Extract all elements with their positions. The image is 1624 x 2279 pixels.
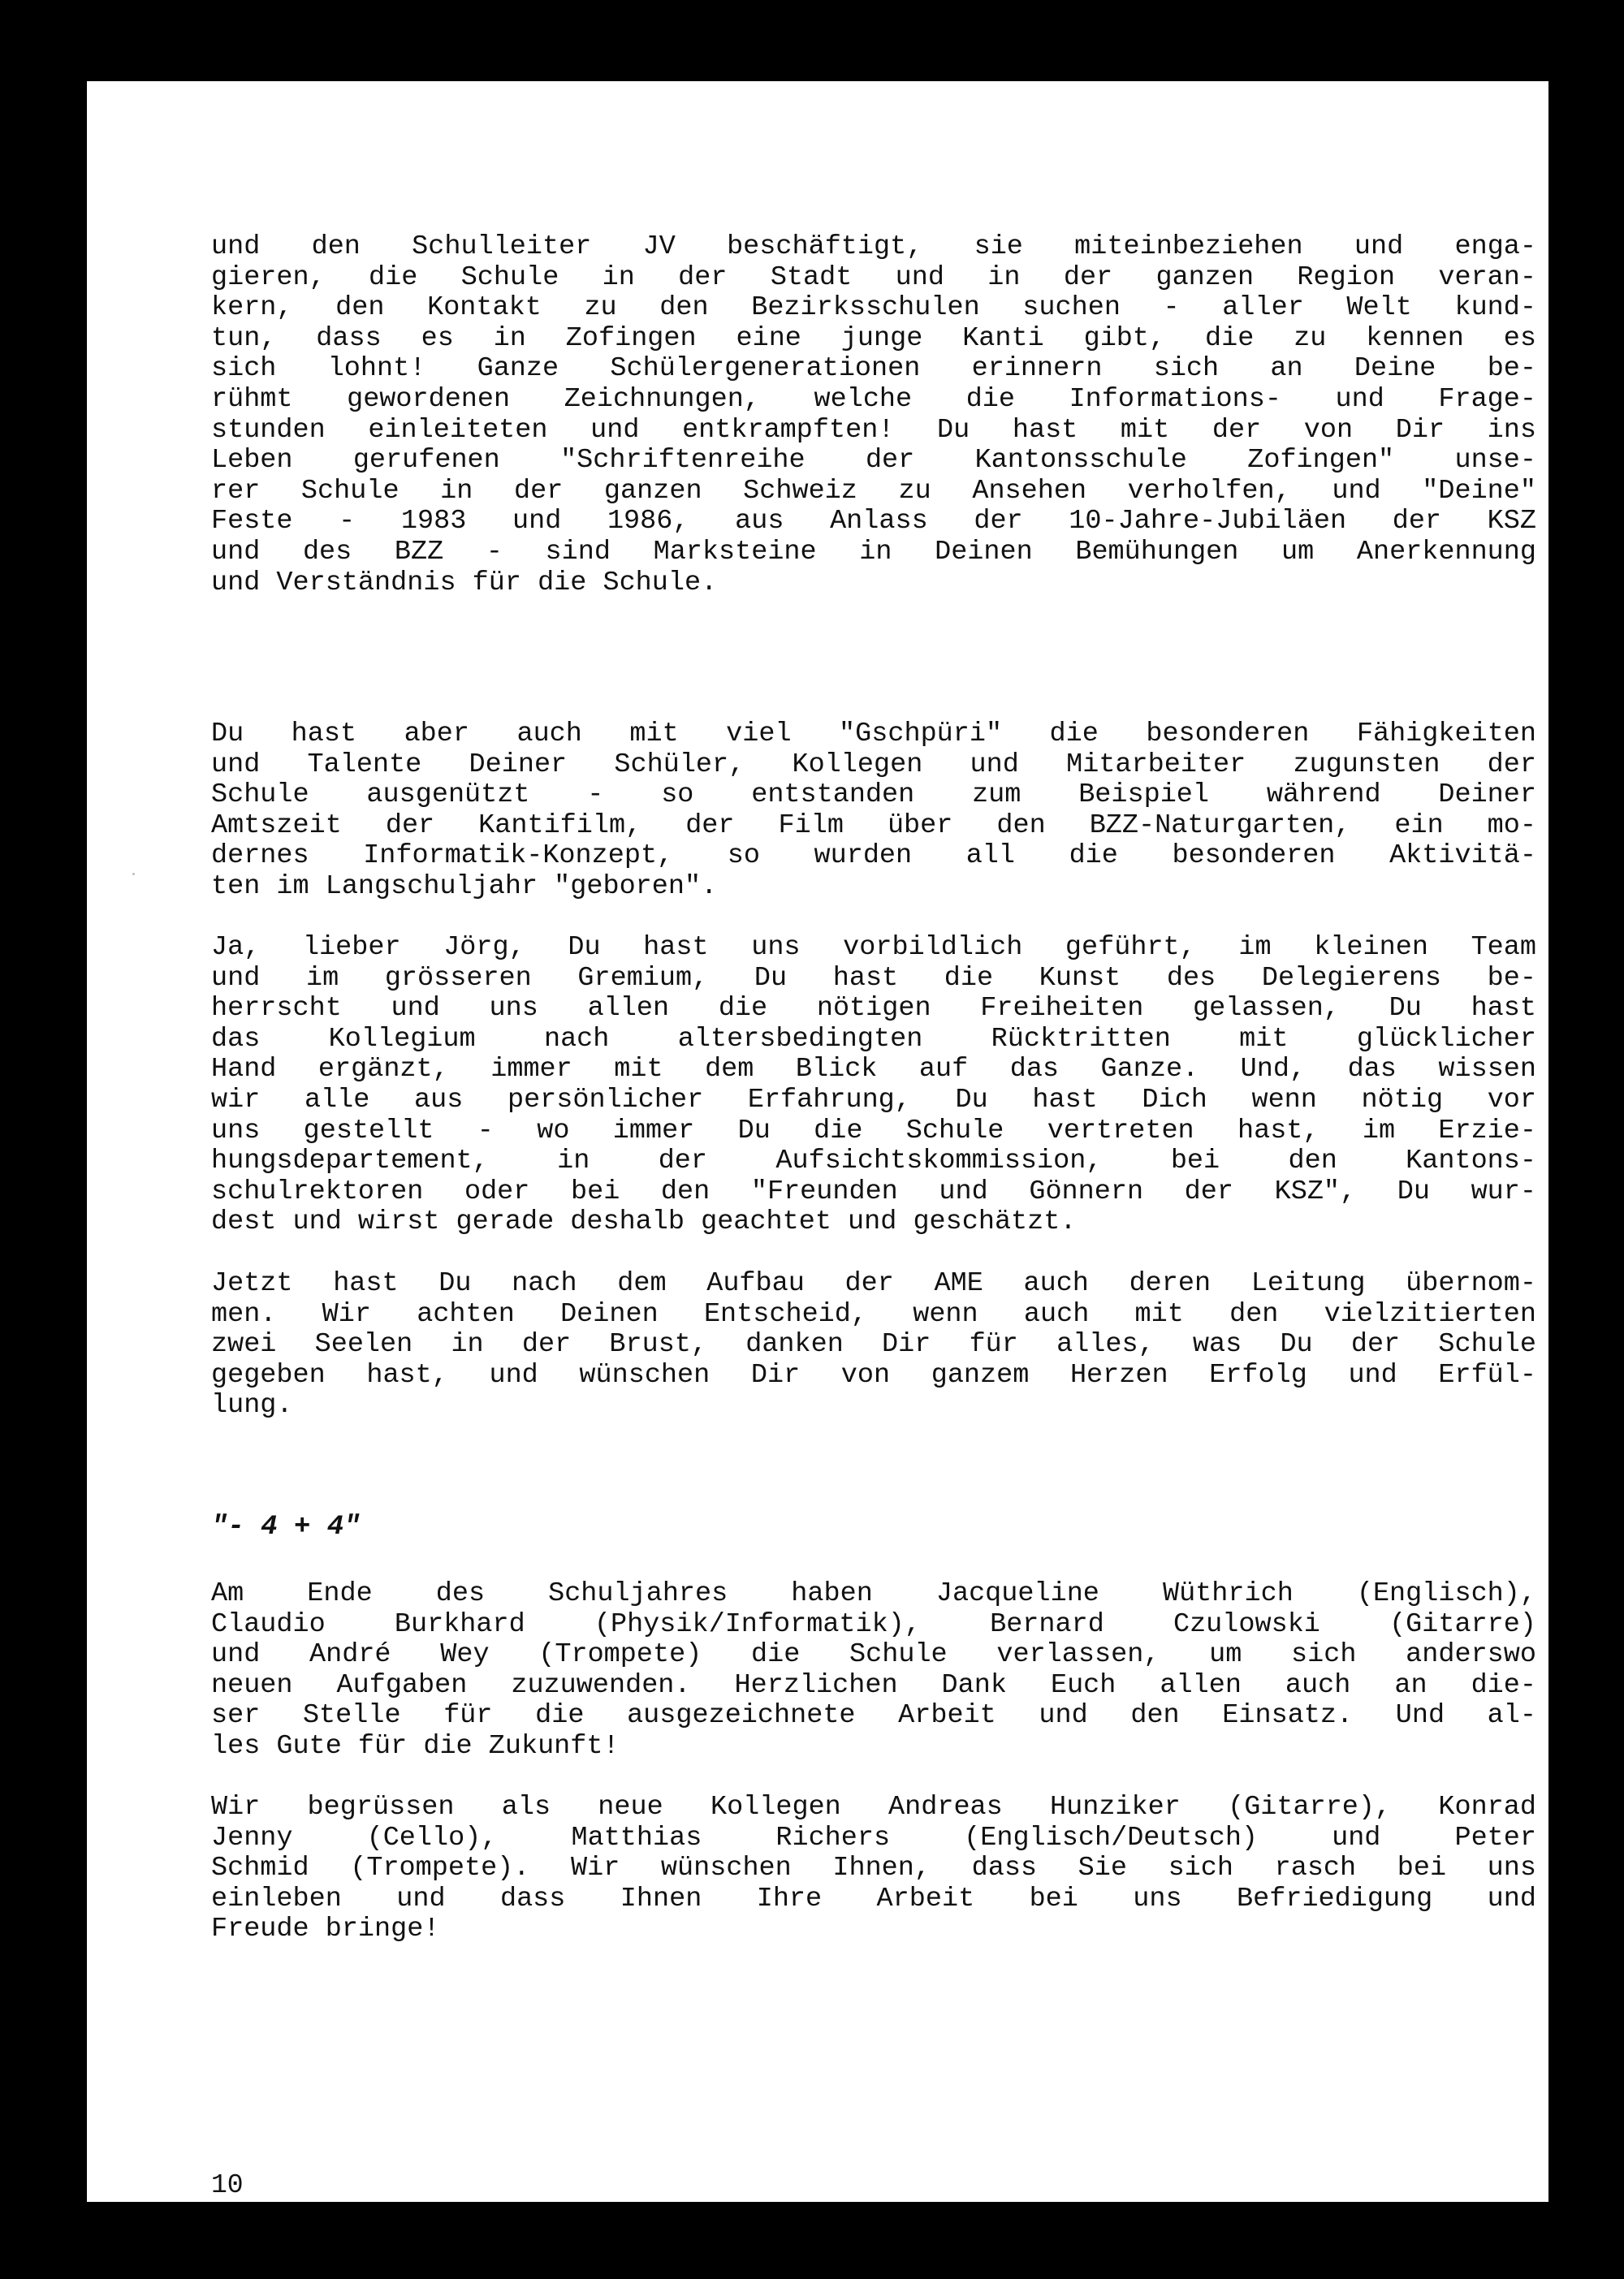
text-line: Feste - 1983 und 1986, aus Anlass der 10-Jahre-Jubiläen der KSZ [211, 507, 1536, 537]
text-line: gieren, die Schule in der Stadt und in der ganzen Region veran- [211, 262, 1536, 293]
text-line: neuen Aufgaben zuzuwenden. Herzlichen Dank Euch allen auch an die- [211, 1670, 1536, 1701]
text-line: Wir begrüssen als neue Kollegen Andreas Hunziker (Gitarre), Konrad [211, 1793, 1536, 1823]
text-line: Schule ausgenützt - so entstanden zum Beispiel während Deiner [211, 780, 1536, 811]
text-line: ten im Langschuljahr "geboren". [211, 871, 718, 902]
document-page [87, 81, 1548, 2202]
paragraph-6 [211, 1793, 1536, 1945]
text-line: Du hast aber auch mit viel "Gschpüri" die besonderen Fähigkeiten [211, 719, 1536, 749]
text-line: lung. [211, 1391, 293, 1422]
text-line: les Gute für die Zukunft! [211, 1731, 620, 1762]
text-line: tun, dass es in Zofingen eine junge Kanti gibt, die zu kennen es [211, 323, 1536, 354]
section-heading: "- 4 + 4" [211, 1512, 361, 1543]
text-line: und André Wey (Trompete) die Schule verlassen, um sich anderswo [211, 1640, 1536, 1671]
text-line: sich lohnt! Ganze Schülergenerationen erinnern sich an Deine be- [211, 354, 1536, 385]
text-line: Freude bringe! [211, 1914, 440, 1945]
paragraph-2 [211, 719, 1536, 903]
paragraph-4 [211, 1269, 1536, 1422]
text-line: zwei Seelen in der Brust, danken Dir für alles, was Du der Schule [211, 1330, 1536, 1361]
text-line: kern, den Kontakt zu den Bezirksschulen suchen - aller Welt kund- [211, 293, 1536, 324]
text-line: einleben und dass Ihnen Ihre Arbeit bei uns Befriedigung und [211, 1884, 1536, 1914]
text-line: Claudio Burkhard (Physik/Informatik), Bernard Czulowski (Gitarre) [211, 1609, 1536, 1640]
text-line: schulrektoren oder bei den "Freunden und Gönnern der KSZ", Du wur- [211, 1176, 1536, 1207]
text-line: und den Schulleiter JV beschäftigt, sie miteinbeziehen und enga- [211, 232, 1536, 262]
text-line: Ja, lieber Jörg, Du hast uns vorbildlich geführt, im kleinen Team [211, 933, 1536, 963]
text-line: herrscht und uns allen die nötigen Freiheiten gelassen, Du hast [211, 994, 1536, 1025]
text-line: Schmid (Trompete). Wir wünschen Ihnen, dass Sie sich rasch bei uns [211, 1854, 1536, 1884]
text-line: hungsdepartement, in der Aufsichtskommission, bei den Kantons- [211, 1146, 1536, 1177]
text-line: Jetzt hast Du nach dem Aufbau der AME auch deren Leitung übernom- [211, 1269, 1536, 1299]
text-line: und im grösseren Gremium, Du hast die Kunst des Delegierens be- [211, 963, 1536, 994]
text-line: Jenny (Cello), Matthias Richers (Englisch/Deutsch) und Peter [211, 1823, 1536, 1854]
text-line: ser Stelle für die ausgezeichnete Arbeit und den Einsatz. Und al- [211, 1701, 1536, 1732]
text-line: men. Wir achten Deinen Entscheid, wenn auch mit den vielzitierten [211, 1299, 1536, 1330]
text-line: rer Schule in der ganzen Schweiz zu Ansehen verholfen, und "Deine" [211, 476, 1536, 507]
text-line: rühmt gewordenen Zeichnungen, welche die Informations- und Frage- [211, 384, 1536, 415]
page-number: 10 [211, 2170, 244, 2200]
text-line: gegeben hast, und wünschen Dir von ganzem Herzen Erfolg und Erfül- [211, 1360, 1536, 1391]
scan-speck [132, 873, 135, 875]
text-line: Am Ende des Schuljahres haben Jacqueline Wüthrich (Englisch), [211, 1579, 1536, 1609]
text-line: und des BZZ - sind Marksteine in Deinen Bemühungen um Anerkennung [211, 537, 1536, 568]
paragraph-1 [211, 232, 1536, 598]
text-line: stunden einleiteten und entkrampften! Du hast mit der von Dir ins [211, 415, 1536, 446]
text-line: Hand ergänzt, immer mit dem Blick auf das Ganze. Und, das wissen [211, 1055, 1536, 1086]
text-line: dernes Informatik-Konzept, so wurden all die besonderen Aktivitä- [211, 841, 1536, 872]
text-line: Amtszeit der Kantifilm, der Film über den BZZ-Naturgarten, ein mo- [211, 810, 1536, 841]
text-line: wir alle aus persönlicher Erfahrung, Du hast Dich wenn nötig vor [211, 1085, 1536, 1116]
text-line: und Verständnis für die Schule. [211, 568, 718, 598]
paragraph-3 [211, 933, 1536, 1238]
text-line: uns gestellt - wo immer Du die Schule vertreten hast, im Erzie- [211, 1116, 1536, 1146]
text-line: das Kollegium nach altersbedingten Rücktritten mit glücklicher [211, 1024, 1536, 1055]
text-line: dest und wirst gerade deshalb geachtet und geschätzt. [211, 1207, 1077, 1238]
paragraph-5 [211, 1579, 1536, 1763]
text-line: und Talente Deiner Schüler, Kollegen und Mitarbeiter zugunsten der [211, 749, 1536, 780]
text-line: Leben gerufenen "Schriftenreihe der Kantonsschule Zofingen" unse- [211, 446, 1536, 477]
